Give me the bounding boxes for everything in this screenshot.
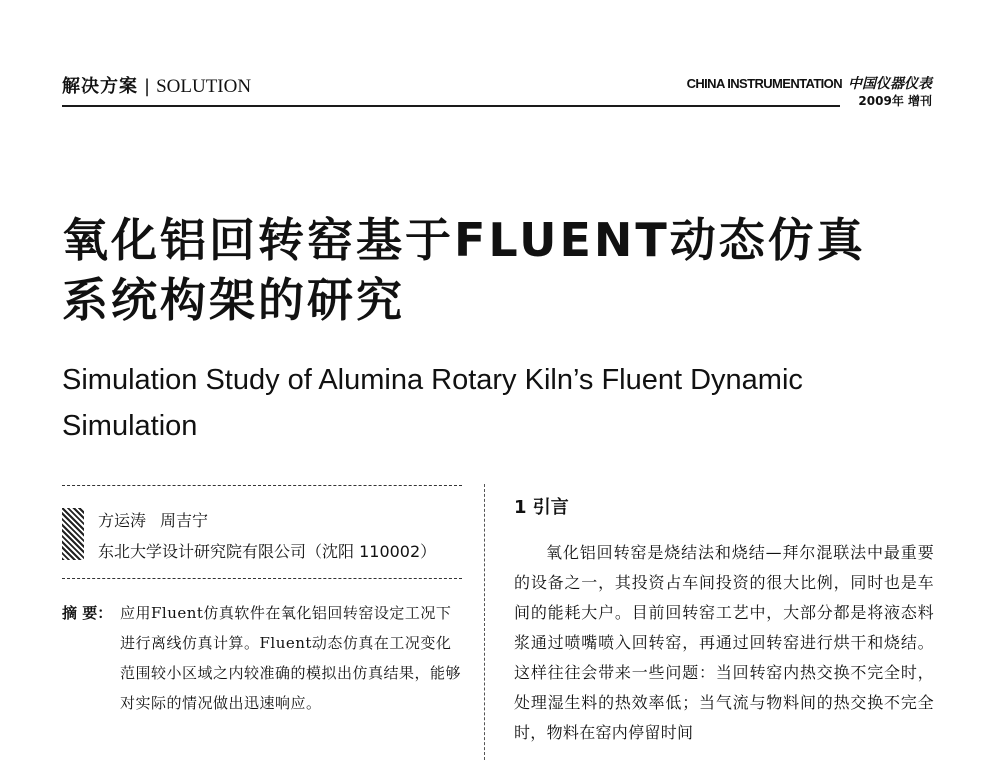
abstract-block bbox=[62, 598, 462, 718]
intro-paragraph: 氧化铝回转窑是烧结法和烧结—拜尔混联法中最重要的设备之一，其投资占车间投资的很大比例，同时也是车间的能耗大户。目前回转窑工艺中，大部分都是将液态料浆通过喷嘴喷入回转窑，再通过回转窑进行烘干和烧结。这样往往会带来一些问题：当回转窑内热交换不完全时，处理湿生料的热效率低；当气流与物料间的热交换不完全时，物料在窑内停留时间 bbox=[514, 543, 934, 742]
author-names bbox=[98, 508, 208, 531]
abstract-text: 应用Fluent仿真软件在氧化铝回转窑设定工况下进行离线仿真计算。Fluent动态仿真在工况变化范围较小区域之内较准确的模拟出仿真结果，能够对实际的情况做出迅速响应。 bbox=[120, 604, 462, 712]
title-cn-line2: 系统构架的研究 bbox=[62, 273, 405, 327]
author-box-top-rule bbox=[62, 485, 462, 486]
title-en-line2: Simulation bbox=[62, 410, 198, 442]
section-label-cn: 解决方案 bbox=[62, 76, 138, 97]
running-header-journal bbox=[660, 76, 932, 109]
paper-title-cn bbox=[62, 210, 962, 330]
author-marker-icon bbox=[62, 508, 84, 560]
author-name: 方运涛 bbox=[98, 511, 147, 530]
issue-label: 2009年 增刊 bbox=[858, 94, 932, 108]
author-affiliation: 东北大学设计研究院有限公司（沈阳 110002） bbox=[98, 542, 437, 561]
section-heading: 1 引言 bbox=[514, 497, 569, 518]
header-separator: | bbox=[144, 76, 151, 97]
journal-name-cn: 中国仪器仪表 bbox=[848, 76, 932, 92]
paper-title-en bbox=[62, 357, 962, 449]
journal-name-en: CHINA INSTRUMENTATION bbox=[686, 76, 842, 91]
title-cn-line1: 氧化铝回转窑基于FLUENT动态仿真 bbox=[62, 213, 866, 267]
running-header-section bbox=[62, 72, 251, 98]
column-divider bbox=[484, 484, 485, 760]
section-label-en: SOLUTION bbox=[156, 76, 252, 97]
author-box-bottom-rule bbox=[62, 578, 462, 579]
author-name: 周吉宁 bbox=[160, 511, 209, 530]
abstract-label: 摘 要： bbox=[62, 604, 113, 622]
title-en-line1: Simulation Study of Alumina Rotary Kiln’s Fluent Dynamic bbox=[62, 364, 803, 396]
